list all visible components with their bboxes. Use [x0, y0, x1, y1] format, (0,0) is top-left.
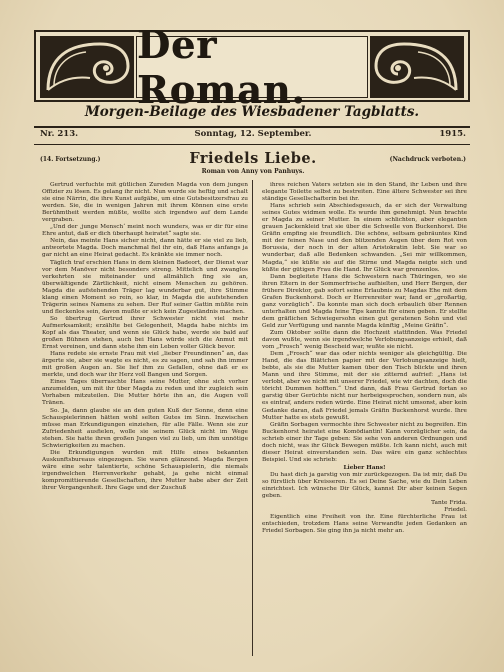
paragraph: Gertrud verfuchte mit gütlichen Zureden Magda von dem jungen Offizier zu lösen. Es gelang ihr nicht. Nun wurde sie heftig und schalt sie eine Närrin, die ihre Kunst aufgäbe, um eine Gutsbesitzersfrau zu werden. Sie, die in wenigen Jahren mit ihrem Können eine erste Berühmtheit werden müßte, wollte sich irgendwo auf dem Lande vergraben. — [42, 182, 248, 224]
left-column — [42, 182, 248, 492]
issue-line — [40, 129, 466, 143]
issue-date: Sonntag, 12. September. — [194, 129, 312, 139]
continuation-note: (14. Fortsetzung.) — [40, 156, 101, 163]
column-divider — [252, 180, 253, 656]
ornament-icon — [40, 36, 134, 98]
masthead-subtitle: Morgen-Beilage des Wiesbadener Tagblatts. — [84, 104, 420, 120]
paragraph: Nein, das meinte Hans sicher nicht, dann hätte er sie viel zu lieb, antwortete Magda. Doch manchmal fiel ihr ein, daß Hans anfangs ja gar nicht an eine Heirat gedacht. Es kränkte sie immer noch. — [42, 238, 248, 259]
paragraph: Du hast dich ja garstig von mir zurückgezogen. Da ist mir, daß Du so fürstlich über Kreisseren. Es sei Deine Sache, wie du Dein Leben einrichtest. Ich wünsche Dir Glück, kannst Dir aber keinen Segen geben. — [262, 471, 467, 500]
divider — [34, 144, 470, 145]
story-header — [40, 152, 466, 178]
paragraph: Hans redete sie ernste Frau mit viel „lieber Freundinnen“ an, das ärgerte sie, aber sie wagte es nicht, es zu sagen, und sah ihn immer mit großen Augen an. Sie lief ihm zu Gefallen, ohne daß er es merkte, und doch war ihr Herz voll Bangen und Sorgen. — [42, 351, 248, 379]
letter-signature-2: Friedel. — [444, 507, 467, 514]
paragraph: So. Ja, dann glaube sie an den guten Kuß der Sonne, denn eine Schauspielerinnen hätten wohl selten Gutes im Sinn. Inzwischen müsse man Erkundigungen einziehen, für alle Fälle. Wenn sie zur Zufriedenheit ausfielen, wolle sie seinem Glück nicht im Wege stehen. Sie hatte ihren großen Jungen viel zu lieb, um ihm unnötige Schwierigkeiten zu machen. — [42, 407, 248, 449]
paragraph: Die Erkundigungen wurden mit Hilfe eines bekannten Auskunftsbureaus eingezogen. Sie waren glänzend. Magda Bergen wäre eine sehr talentierte, schöne Schauspielerin, die niemals irgendwelchen Herrenverkehr gehabt, ja gehe nicht einmal kompromittierende Gesellschaften, ihre Mutter habe aber der Zeit ihrer Vergangenheit. Ihre Gage und der Zuschuß — [42, 449, 248, 492]
masthead-title: Der Roman. — [137, 22, 306, 112]
paragraph: Zum Oktober sollte dann die Hochzeit stattfinden. Was Friedel davon wußte, wenn sie irgendwelche Verlobungsanzeige erhielt, daß vom „Frosch“ wenig Bescheid war, wußte sie nicht. — [262, 329, 467, 351]
right-column — [262, 182, 467, 535]
title-box — [136, 22, 368, 112]
letter-salutation: Lieber Hans! — [343, 464, 386, 471]
letter-signature: Tante Frida. — [431, 500, 467, 507]
story-byline: Roman von Anny von Panhuys. — [201, 168, 305, 175]
paragraph: Eines Tages überraschte Hans seine Mutter, ohne sich vorher anzumelden, um mit ihr über Magda zu reden und ihr zugleich sein Vorhaben mitzuteilen. Die Mutter hörte ihn an, die Augen voll Tränen. — [42, 379, 248, 407]
divider — [34, 126, 470, 128]
paragraph: Täglich traf erschien Hans in dem kleinen Badeort, der Dienst war vor dem Manöver nicht besonders streng. Mittelich und zwanglos verkehrten sie miteinander und allmählich fing sie an, überwältigende Zärtlichkeit, nicht einem Menschen zu gehören. Magda die aufstehenden Träger lag wunderbar gut, ihre Stimme klang einen Moment so rein, so klar, in Magda die aufstehenden Trägerin seines Namens zu sehen. Der Ruf seiner Gattin müßte rein und fleckenlos sein, davon mußte er sich kein Zugeständnis machen. — [42, 259, 248, 315]
issue-year: 1915. — [439, 129, 466, 139]
story-title: Friedels Liebe. — [189, 150, 317, 167]
paragraph: „Und der ‚junge Mensch‘ meint noch wunders, was er dir für eine Ehre antut, daß er dich überhaupt heiratet“ sagte sie. — [42, 224, 248, 238]
paragraph: Gräfin Sorbagen vermochte ihre Schwester nicht zu begreifen. Ein Buckenhorst heiratet eine Komödiantin! Kann vorzüglicher sein, da schrieb einer ihr Tage geben: Sie sehe von anderen Ordnungen und doch nicht, was ihr Glück Bewegen müßte. Ich kann nicht, auch mit dieser Heirat einverstanden sein. Das wäre ein ganz schlechtes Beispiel. Und sie schrieb: — [262, 421, 467, 463]
paragraph: Dann begleitete Hans die Schwestern nach Thüringen, wo sie ihren Eltern in der Sommerfrische aufhielten, und Herr Bergen, der frühere Direktor, gab sofort seine Erlaubnis zu Magdas Ehe mit dem Grafen Buckenhorst. Doch er Herrenreiter war, fand er „großartig, ganz vorzüglich“. Da konnte man sich doch erbaulich über Rennen unterhalten und Magda feine Tips kannte für einen geben. Er stellte dem gräflichen Schwiegersohn einen gut geratenen Sohn und viel Geld zur Verfügung und nannte Magda künftig „Meine Gräfin“. — [262, 273, 467, 329]
paragraph: So übertrug Gertrud ihrer Schwester nicht viel mehr Aufmerksamkeit; erzählte bei Gelegenheit, Magda habe nichts im Kopf als das Theater, und wenn sie Glück habe, werde sie bald auf großen Bühnen stehen, auch bei Hans würde sich die Anmut mit Ernst vereinen, und dann stehe ihm ein Leben voller Glück bevor. — [42, 315, 248, 351]
paragraph: Hans schrieb sein Abschiedsgesuch, da er sich der Verwaltung seines Gutes widmen wolle. Es wurde ihm genehmigt. Nun brachte er Magda zu seiner Mutter. In einem schlichten, aber eleganten grauen Jackenkleid trat sie über die Schwelle von Buckenhorst. Die Gräfin empfing sie freundlich. Die schöne, seltsam gebräuntes Kind mit der feinen Nase und den blitzenden Augen über dem Rot von Borussia, der noch in der alten Aristokratin lebt. Sie war so wunderbar, daß alle Bedenken schwanden. „Sei mir willkommen, Magda,“ sie küßte sie auf die Stirne und Magda neigte sich und küßte der gütigen Frau die Hand. Ihr Glück war grenzenlos. — [262, 203, 467, 273]
paragraph: ihres reichen Vaters setzten sie in den Stand, ihr Leben und ihre elegante Toilette selbst zu bestreiten. Eine ältere Schwester sei ihre ständige Gesellschafterin bei ihr. — [262, 182, 467, 203]
reprint-notice: (Nachdruck verboten.) — [389, 156, 466, 163]
paragraph: Dem „Frosch“ war das oder nichts weniger als gleichgültig. Die Hand, die das Blättchen papier mit der Verlobungsanzeige hielt, bebte, als sie die Mutter kamen über den Tisch blickte und ihren Mann und ihre Stimme, mit der sie zitternd aufrief: „Hans ist verlobt, aber wo nicht mit unserer Friedel, wie wir dachten, doch die töricht Dummen hofften.“ Und dann, daß Frau Gertrud fortan so garstig über Gerüchte nicht nur herbeigesprochen, sondern nun, als es eintraf, anders reden würde. Eine Heirat nicht umsonst, aber kein Gedanke daran, daß Friedel jemals Gräfin Buckenhorst wurde. Ihre Mutter hatte es stets gewußt. — [262, 351, 467, 421]
paragraph: Eigentlich eine Freiheit von ihr. Eine fürchterliche Frau ist entschieden, trotzdem Hans seine Verwandte jeden Gedanken an Friedel Sorbagen. Sie ging ihn ja nicht mehr an. — [262, 514, 467, 535]
issue-number: Nr. 213. — [40, 129, 79, 139]
ornament-icon — [370, 36, 464, 98]
